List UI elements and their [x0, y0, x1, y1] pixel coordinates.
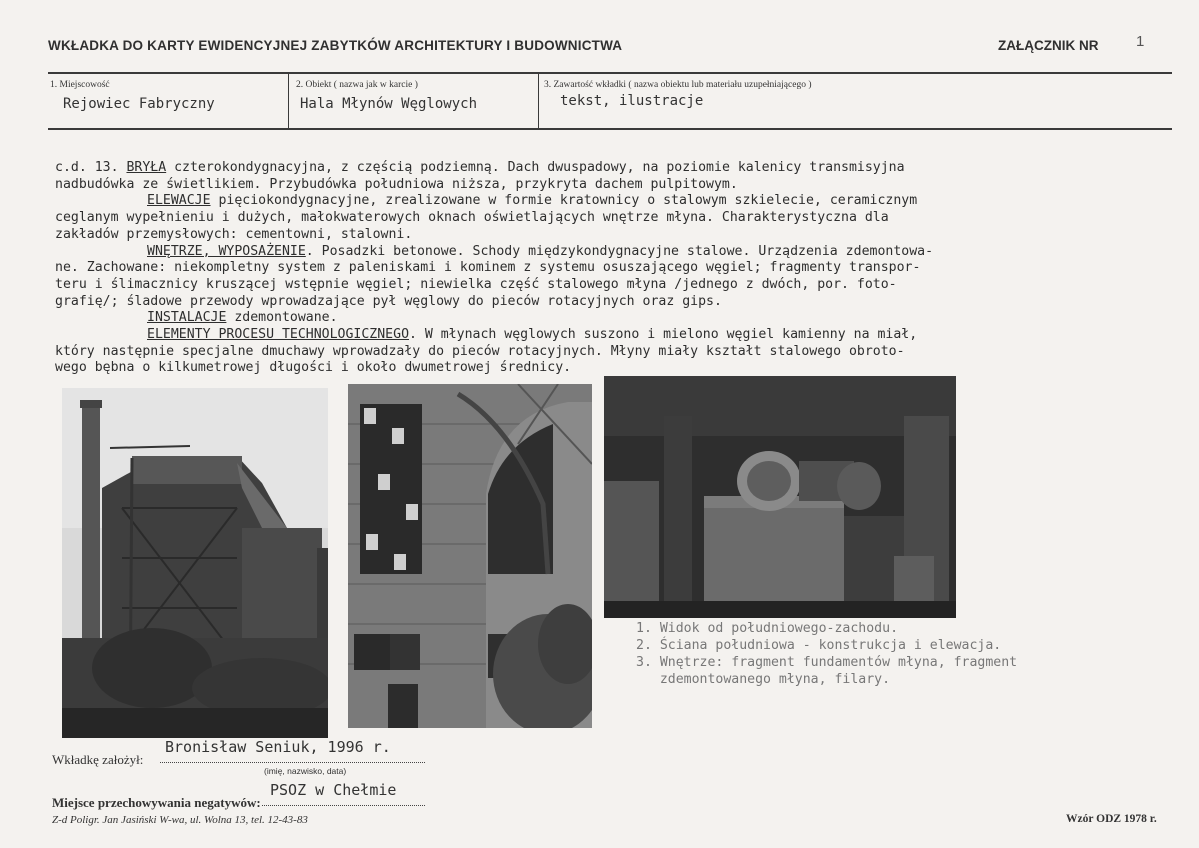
caption-3-cont: zdemontowanego młyna, filary.	[636, 672, 891, 687]
text-span: . W młynach węglowych suszono i mielono węgiel kamienny na miał,	[409, 327, 918, 343]
text-line: wego bębna o kilkumetrowej długości i około dwumetrowej średnicy.	[55, 360, 572, 376]
photo-captions	[636, 620, 1017, 688]
text-line: ne. Zachowane: niekompletny system z paleniskami i kominem z systemu osuszającego węgiel; fragmenty transpor-	[55, 260, 921, 276]
text-line	[55, 327, 1165, 344]
text-span: zdemontowane.	[226, 310, 338, 326]
photo-south-wall	[348, 384, 592, 728]
negatives-storage-label: Miejsce przechowywania negatywów:	[52, 795, 261, 810]
contents-value: tekst, ilustracje	[560, 93, 704, 109]
text-line: nadbudówka ze świetlikiem. Przybudówka południowa niższa, przykryta dachem pulpitowym.	[55, 176, 738, 192]
text-line	[55, 244, 1165, 261]
annex-label: ZAŁĄCZNIK NR	[998, 38, 1099, 53]
storage-dotted-line	[262, 805, 425, 806]
form-identifier: Wzór ODZ 1978 r.	[1066, 813, 1157, 825]
negatives-storage-value: PSOZ w Chełmie	[270, 781, 397, 799]
caption-3: 3. Wnętrze: fragment fundamentów młyna, fragment	[636, 655, 1018, 670]
section-heading-elementy: ELEMENTY PROCESU TECHNOLOGICZNEGO	[147, 327, 410, 343]
contents-label: 3. Zawartość wkładki ( nazwa obiektu lub materiału uzupełniającego )	[544, 80, 812, 90]
text-span: czterokondygnacyjna, z częścią podziemną. Dach dwuspadowy, na poziomie kalenicy transmisyjna	[166, 160, 905, 175]
text-line: ceglanym wypełnieniu i dużych, małokwaterowych oknach oświetlających wnętrze młyna. Charakterystyczna dla	[55, 210, 889, 226]
section-heading-elewacje: ELEWACJE	[147, 193, 211, 209]
photo-southwest-view	[62, 388, 328, 738]
field-divider-2	[538, 73, 539, 129]
founder-value: Bronisław Seniuk, 1996 r.	[165, 738, 391, 756]
description-text	[55, 160, 1165, 377]
text-line	[55, 193, 1165, 210]
text-line: grafię/; śladowe przewody wprowadzające pył węglowy do pieców rotacyjnych oraz gips.	[55, 293, 722, 309]
object-label: 2. Obiekt ( nazwa jak w karcie )	[296, 80, 418, 90]
section-number: c.d. 13.	[55, 160, 127, 175]
section-heading-bryla: BRYŁA	[126, 160, 167, 175]
annex-number: 1	[1136, 33, 1145, 50]
document-title: WKŁADKA DO KARTY EWIDENCYJNEJ ZABYTKÓW ARCHITEKTURY I BUDOWNICTWA	[48, 38, 623, 53]
header-rule-top	[48, 72, 1172, 74]
header-rule-bottom	[48, 128, 1172, 130]
section-heading-wnetrze: WNĘTRZE, WYPOSAŻENIE	[147, 243, 306, 259]
text-line	[55, 310, 1165, 327]
caption-2: 2. Ściana południowa - konstrukcja i elewacja.	[636, 638, 1002, 653]
founder-dotted-line	[160, 762, 425, 763]
text-line: teru i ślimacznicy kruszącej wstępnie węgiel; niewielka część stalowego młyna /jednego z dwóch, por. foto-	[55, 276, 897, 292]
locality-label: 1. Miejscowość	[50, 80, 110, 90]
object-value: Hala Młynów Węglowych	[300, 96, 478, 112]
printer-imprint: Z-d Poligr. Jan Jasiński W-wa, ul. Wolna 13, tel. 12-43-83	[52, 814, 308, 826]
text-line	[55, 160, 1165, 177]
text-line: zakładów przemysłowych: cementowni, stalowni.	[55, 226, 413, 242]
founder-label: Wkładkę założył:	[52, 752, 144, 767]
text-span: . Posadzki betonowe. Schody międzykondygnacyjne stalowe. Urządzenia zdemontowa-	[305, 243, 934, 259]
photo-interior-mill	[604, 376, 956, 618]
text-line: który następnie specjalne dmuchawy wprowadzały do pieców rotacyjnych. Młyny miały kształt stalowego obroto-	[55, 343, 905, 359]
section-heading-instalacje: INSTALACJE	[147, 310, 227, 326]
field-divider-1	[288, 73, 289, 129]
caption-1: 1. Widok od południowego-zachodu.	[636, 621, 899, 636]
locality-value: Rejowiec Fabryczny	[63, 96, 215, 112]
founder-hint: (imię, nazwisko, data)	[264, 766, 347, 776]
text-span: pięciokondygnacyjne, zrealizowane w formie kratownicy o stalowym szkielecie, ceramicznym	[210, 193, 918, 209]
